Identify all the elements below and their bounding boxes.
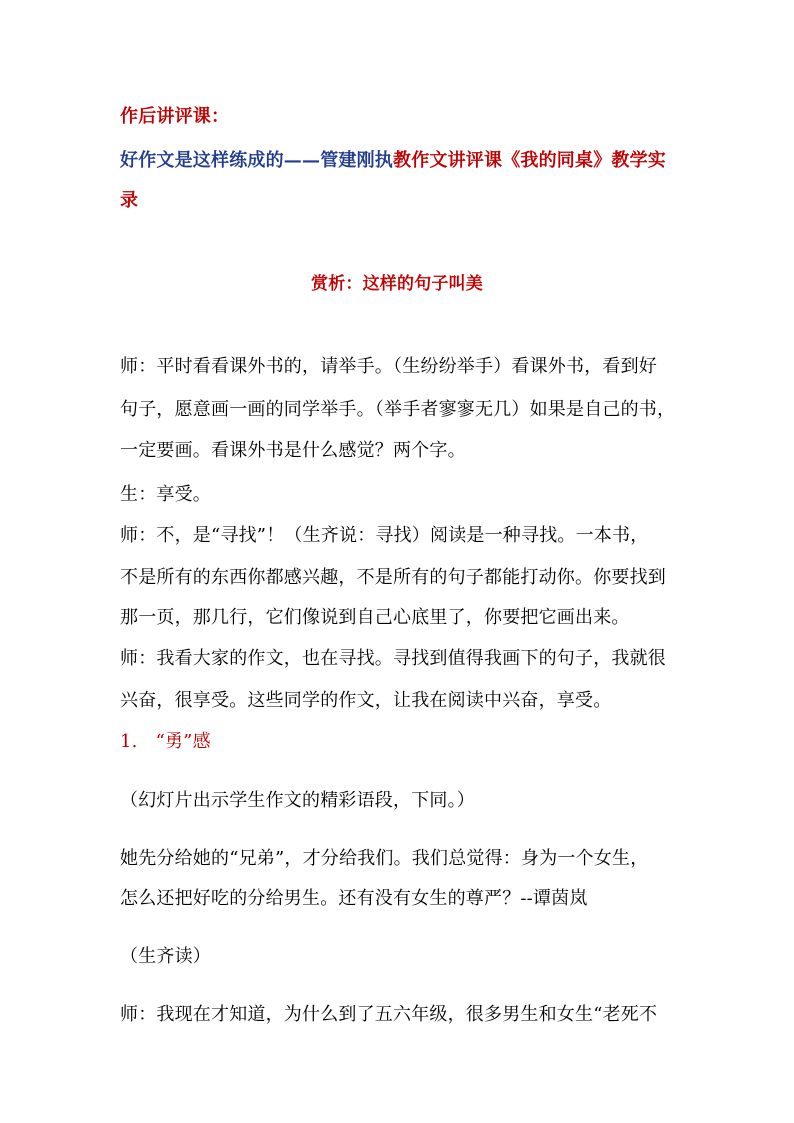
document-title-line-1 bbox=[120, 149, 680, 173]
paragraph-3-line-2: 不是所有的东西你都感兴趣，不是所有的句子都能打动你。你要找到 bbox=[120, 567, 666, 588]
document-title-line-2: 录 bbox=[120, 190, 139, 211]
paragraph-1-line-1: 师：平时看看课外书的，请举手。（生纷纷举手）看课外书，看到好 bbox=[120, 356, 657, 377]
paragraph-3-line-3: 那一页，那几行，它们像说到自己心底里了，你要把它画出来。 bbox=[120, 607, 630, 628]
item-1-heading bbox=[120, 730, 680, 754]
quote-1-line-2: 怎么还把好吃的分给男生。还有没有女生的尊严？--谭茵岚 bbox=[120, 888, 588, 909]
paragraph-2: 生：享受。 bbox=[120, 484, 211, 505]
subtitle: 赏析：这样的句子叫美 bbox=[311, 274, 483, 294]
paragraph-5-line-1: 师：我现在才知道，为什么到了五六年级，很多男生和女生“老死不 bbox=[120, 1004, 658, 1025]
title-part-red: 教作文讲评课《我的同桌》教学实 bbox=[393, 150, 666, 171]
quote-1-line-1: 她先分给她的“兄弟”，才分给我们。我们总觉得：身为一个女生， bbox=[120, 848, 649, 869]
item-1-number: 1. bbox=[120, 731, 138, 752]
paragraph-1-line-3: 一定要画。看课外书是什么感觉？两个字。 bbox=[120, 440, 466, 461]
note-1: （幻灯片出示学生作文的精彩语段，下同。） bbox=[120, 790, 475, 811]
item-1-label: “勇”感 bbox=[155, 731, 211, 752]
paragraph-3-line-1: 师：不，是“寻找”！（生齐说：寻找）阅读是一种寻找。一本书， bbox=[120, 525, 649, 546]
title-part-blue: 好作文是这样练成的——管建刚执 bbox=[120, 150, 393, 171]
section-label: 作后讲评课： bbox=[120, 106, 230, 127]
paragraph-4-line-1: 师：我看大家的作文，也在寻找。寻找到值得我画下的句子，我就很 bbox=[120, 648, 666, 669]
paragraph-1-line-2: 句子，愿意画一画的同学举手。（举手者寥寥无几）如果是自己的书， bbox=[120, 399, 676, 420]
note-2: （生齐读） bbox=[120, 946, 211, 967]
paragraph-4-line-2: 兴奋，很享受。这些同学的作文，让我在阅读中兴奋，享受。 bbox=[120, 690, 612, 711]
